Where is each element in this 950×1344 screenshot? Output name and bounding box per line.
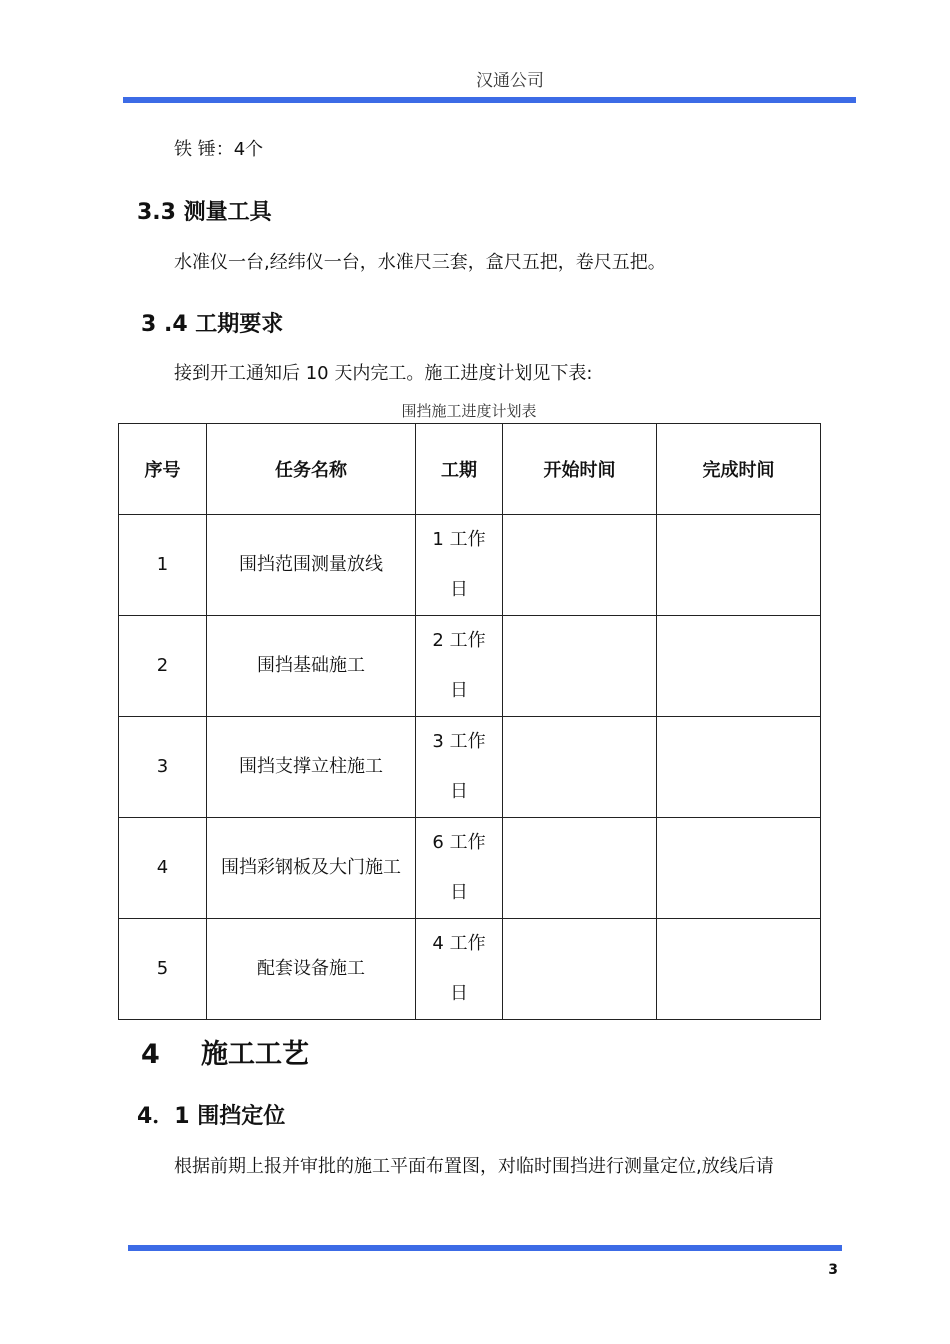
footer-rule bbox=[128, 1245, 842, 1251]
row-start bbox=[503, 919, 657, 1020]
header-task: 任务名称 bbox=[207, 424, 416, 515]
header-company: 汉通公司 bbox=[476, 71, 544, 91]
table-row bbox=[119, 616, 821, 717]
table-row bbox=[119, 717, 821, 818]
row-start bbox=[503, 818, 657, 919]
table-row bbox=[119, 919, 821, 1020]
table-header-row bbox=[119, 424, 821, 515]
section-4-1-text: 根据前期上报并审批的施工平面布置图，对临时围挡进行测量定位,放线后请 bbox=[174, 1156, 774, 1177]
row-start bbox=[503, 616, 657, 717]
section-3-4-text: 接到开工通知后 10 天内完工。施工进度计划见下表: bbox=[174, 363, 593, 384]
row-start bbox=[503, 515, 657, 616]
section-3-4-title: 3 .4 工期要求 bbox=[141, 312, 284, 337]
row-end bbox=[657, 616, 821, 717]
row-no: 5 bbox=[119, 919, 207, 1020]
row-task: 围挡支撑立柱施工 bbox=[207, 717, 416, 818]
header-no: 序号 bbox=[119, 424, 207, 515]
row-task: 配套设备施工 bbox=[207, 919, 416, 1020]
row-end bbox=[657, 717, 821, 818]
section-3-3-text: 水准仪一台,经纬仪一台，水准尺三套，盒尺五把，卷尺五把。 bbox=[174, 252, 666, 273]
table-row bbox=[119, 515, 821, 616]
row-task: 围挡彩钢板及大门施工 bbox=[207, 818, 416, 919]
row-end bbox=[657, 919, 821, 1020]
header-start: 开始时间 bbox=[503, 424, 657, 515]
schedule-table bbox=[118, 423, 821, 1020]
row-end bbox=[657, 818, 821, 919]
section-4-1-title: 4．1 围挡定位 bbox=[137, 1104, 286, 1129]
table-row bbox=[119, 818, 821, 919]
row-task: 围挡范围测量放线 bbox=[207, 515, 416, 616]
row-no: 4 bbox=[119, 818, 207, 919]
row-duration: 4 工作日 bbox=[416, 919, 503, 1020]
row-no: 1 bbox=[119, 515, 207, 616]
page-number: 3 bbox=[828, 1262, 838, 1278]
section-4-title: 施工工艺 bbox=[201, 1039, 309, 1070]
tools-line: 铁 锤：4个 bbox=[174, 139, 264, 160]
section-3-3-title: 3.3 测量工具 bbox=[137, 200, 272, 225]
header-rule bbox=[123, 97, 856, 103]
row-start bbox=[503, 717, 657, 818]
row-no: 3 bbox=[119, 717, 207, 818]
row-duration: 2 工作日 bbox=[416, 616, 503, 717]
row-end bbox=[657, 515, 821, 616]
header-duration: 工期 bbox=[416, 424, 503, 515]
header-end: 完成时间 bbox=[657, 424, 821, 515]
row-no: 2 bbox=[119, 616, 207, 717]
row-duration: 3 工作日 bbox=[416, 717, 503, 818]
section-4-number: 4 bbox=[141, 1039, 160, 1070]
row-duration: 6 工作日 bbox=[416, 818, 503, 919]
table-caption: 围挡施工进度计划表 bbox=[401, 402, 537, 420]
row-duration: 1 工作日 bbox=[416, 515, 503, 616]
row-task: 围挡基础施工 bbox=[207, 616, 416, 717]
